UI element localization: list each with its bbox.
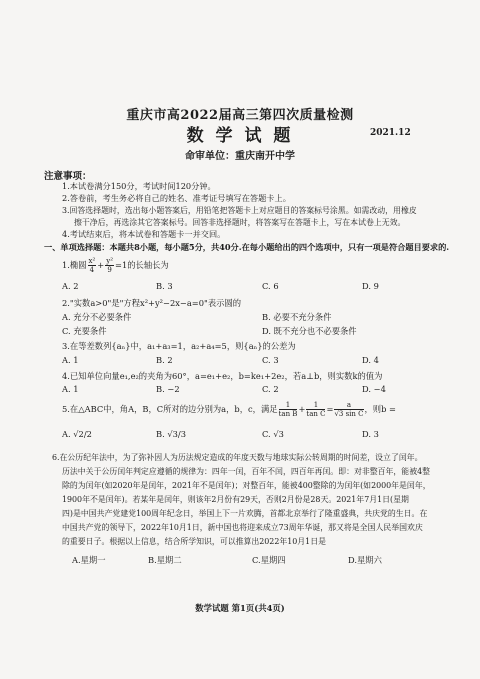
note-item: 2.答卷前，考生务必将自己的姓名、准考证号填写在答题卡上。	[62, 193, 291, 203]
q3-option-d: D. 4	[362, 355, 379, 365]
exam-date: 2021.12	[370, 128, 411, 138]
q6-option-d: D.星期六	[348, 555, 382, 565]
q4-option-b: B. −2	[156, 384, 180, 394]
q5-option-b: B. √3/3	[156, 429, 187, 439]
q1-option-a: A. 2	[62, 281, 79, 291]
fraction-y2-9: $\frac{\text{y²}}{9}$	[106, 257, 113, 274]
q1-option-b: B. 3	[156, 281, 173, 291]
exam-unit: 命审单位：重庆南开中学	[185, 151, 295, 162]
page-footer: 数学试题 第1页(共4页)	[195, 603, 285, 613]
section-heading: 一、单项选择题：本题共8小题，每小题5分，共40分.在每小题给出的四个选项中，只有一项是符合题目要求的.	[44, 242, 450, 252]
exam-title-line1: 重庆市高2022届高三第四次质量检测	[126, 108, 354, 123]
notes-heading: 注意事项：	[44, 171, 92, 182]
fraction-1-tanC: $\frac{1}{\text{tan C}}$	[306, 401, 326, 418]
question-1: 1.椭圆 $\frac{\text{x²}}{4}$ + $\frac{\text{y²}}{9}$ =1的长轴长为	[62, 257, 169, 274]
question-2: 2."实数a>0"是"方程x²+y²−2x−a=0"表示圆的	[62, 298, 242, 308]
q3-option-b: B. 2	[156, 355, 173, 365]
question-6-line: 1900年不是闰年)。若某年是闰年，则该年2月份有29天，否则2月份是28天。2021年7月1日(星期	[62, 495, 409, 504]
fraction-a-sqrt3sinC: $\frac{a}{\text{√3 sin C}}$	[334, 401, 364, 418]
q2-option-a: A. 充分不必要条件	[62, 312, 132, 322]
q3-option-c: C. 3	[262, 355, 279, 365]
question-1-stem: 1.椭圆	[62, 260, 87, 270]
q5-option-c: C. √3	[262, 429, 284, 439]
q5-option-d: D. 3	[362, 429, 379, 439]
question-5: 5.在△ABC中，角A，B，C所对的边分别为a，b，c，满足 $\frac{1}{\text{tan B}}$ + $\frac{1}{\text{tan C}}$ = $\frac{a}{\text{√3 sin C}}$ ，则b =	[62, 401, 396, 418]
q2-option-d: D. 既不充分也不必要条件	[262, 326, 357, 336]
question-6-line: 历法中关于公历闰年判定应遵循的规律为：四年一闰，百年不闰，四百年再闰。即：对非整百年，能被4整	[62, 467, 430, 476]
fraction-x2-4: $\frac{\text{x²}}{4}$	[88, 257, 96, 274]
question-6-line: 6.在公历纪年法中，为了弥补因人为历法规定造成的年度天数与地球实际公转周期的时间差，设立了闰年。	[52, 453, 423, 462]
question-6-line: 除的为闰年(如2020年是闰年，2021年不是闰年)；对整百年，能被400整除的为闰年(如2000年是闰年，	[62, 481, 431, 490]
note-item: 擦干净后，再选涂其它答案标号。回答非选择题时，将答案写在答题卡上，写在本试卷上无效。	[74, 218, 406, 227]
exam-title: 数 学 试 题	[186, 126, 294, 146]
question-1-stem-end: =1的长轴长为	[115, 260, 169, 270]
q6-option-c: C.星期四	[252, 555, 286, 565]
question-4: 4.已知单位向量e₁,e₂的夹角为60°，a=e₁+e₂，b=ke₁+2e₂，若a⊥b，则实数k的值为	[62, 371, 383, 381]
note-item: 1.本试卷满分150分，考试时间120分钟。	[62, 181, 216, 191]
question-5-stem-end: ，则b =	[364, 404, 396, 414]
q3-option-a: A. 1	[62, 355, 79, 365]
note-item: 4.考试结束后，将本试卷和答题卡一并交回。	[62, 229, 226, 239]
q6-option-b: B.星期二	[148, 555, 182, 565]
note-item: 3.回答选择题时，选出每小题答案后，用铅笔把答题卡上对应题目的答案标号涂黑。如需改动，用橡皮	[62, 206, 417, 215]
q4-option-d: D. −4	[362, 384, 386, 394]
fraction-1-tanB: $\frac{1}{\text{tan B}}$	[278, 401, 298, 418]
question-3: 3.在等差数列{aₙ}中，a₁+a₃=1，a₂+a₄=5，则{aₙ}的公差为	[62, 341, 296, 351]
question-6-line: 的重要日子。根据以上信息，结合所学知识，可以推算出2022年10月1日是	[62, 537, 326, 546]
q4-option-c: C. 2	[262, 384, 279, 394]
q5-option-a: A. √2/2	[62, 429, 92, 439]
q2-option-b: B. 必要不充分条件	[262, 312, 332, 322]
q1-option-d: D. 9	[362, 281, 379, 291]
question-5-stem: 5.在△ABC中，角A，B，C所对的边分别为a，b，c，满足	[62, 404, 278, 414]
question-6-line: 中国共产党的领导下，2022年10月1日，新中国也将迎来成立73周年华诞，那又将是全国人民举国欢庆	[62, 523, 423, 532]
q6-option-a: A.星期一	[72, 555, 106, 565]
q4-option-a: A. 1	[62, 384, 79, 394]
question-6-line: 四)是中国共产党建党100周年纪念日，举国上下一片欢腾，首都北京举行了隆重盛典，共庆党的生日。在	[62, 509, 428, 518]
q2-option-c: C. 充要条件	[62, 326, 107, 336]
q1-option-c: C. 6	[262, 281, 279, 291]
